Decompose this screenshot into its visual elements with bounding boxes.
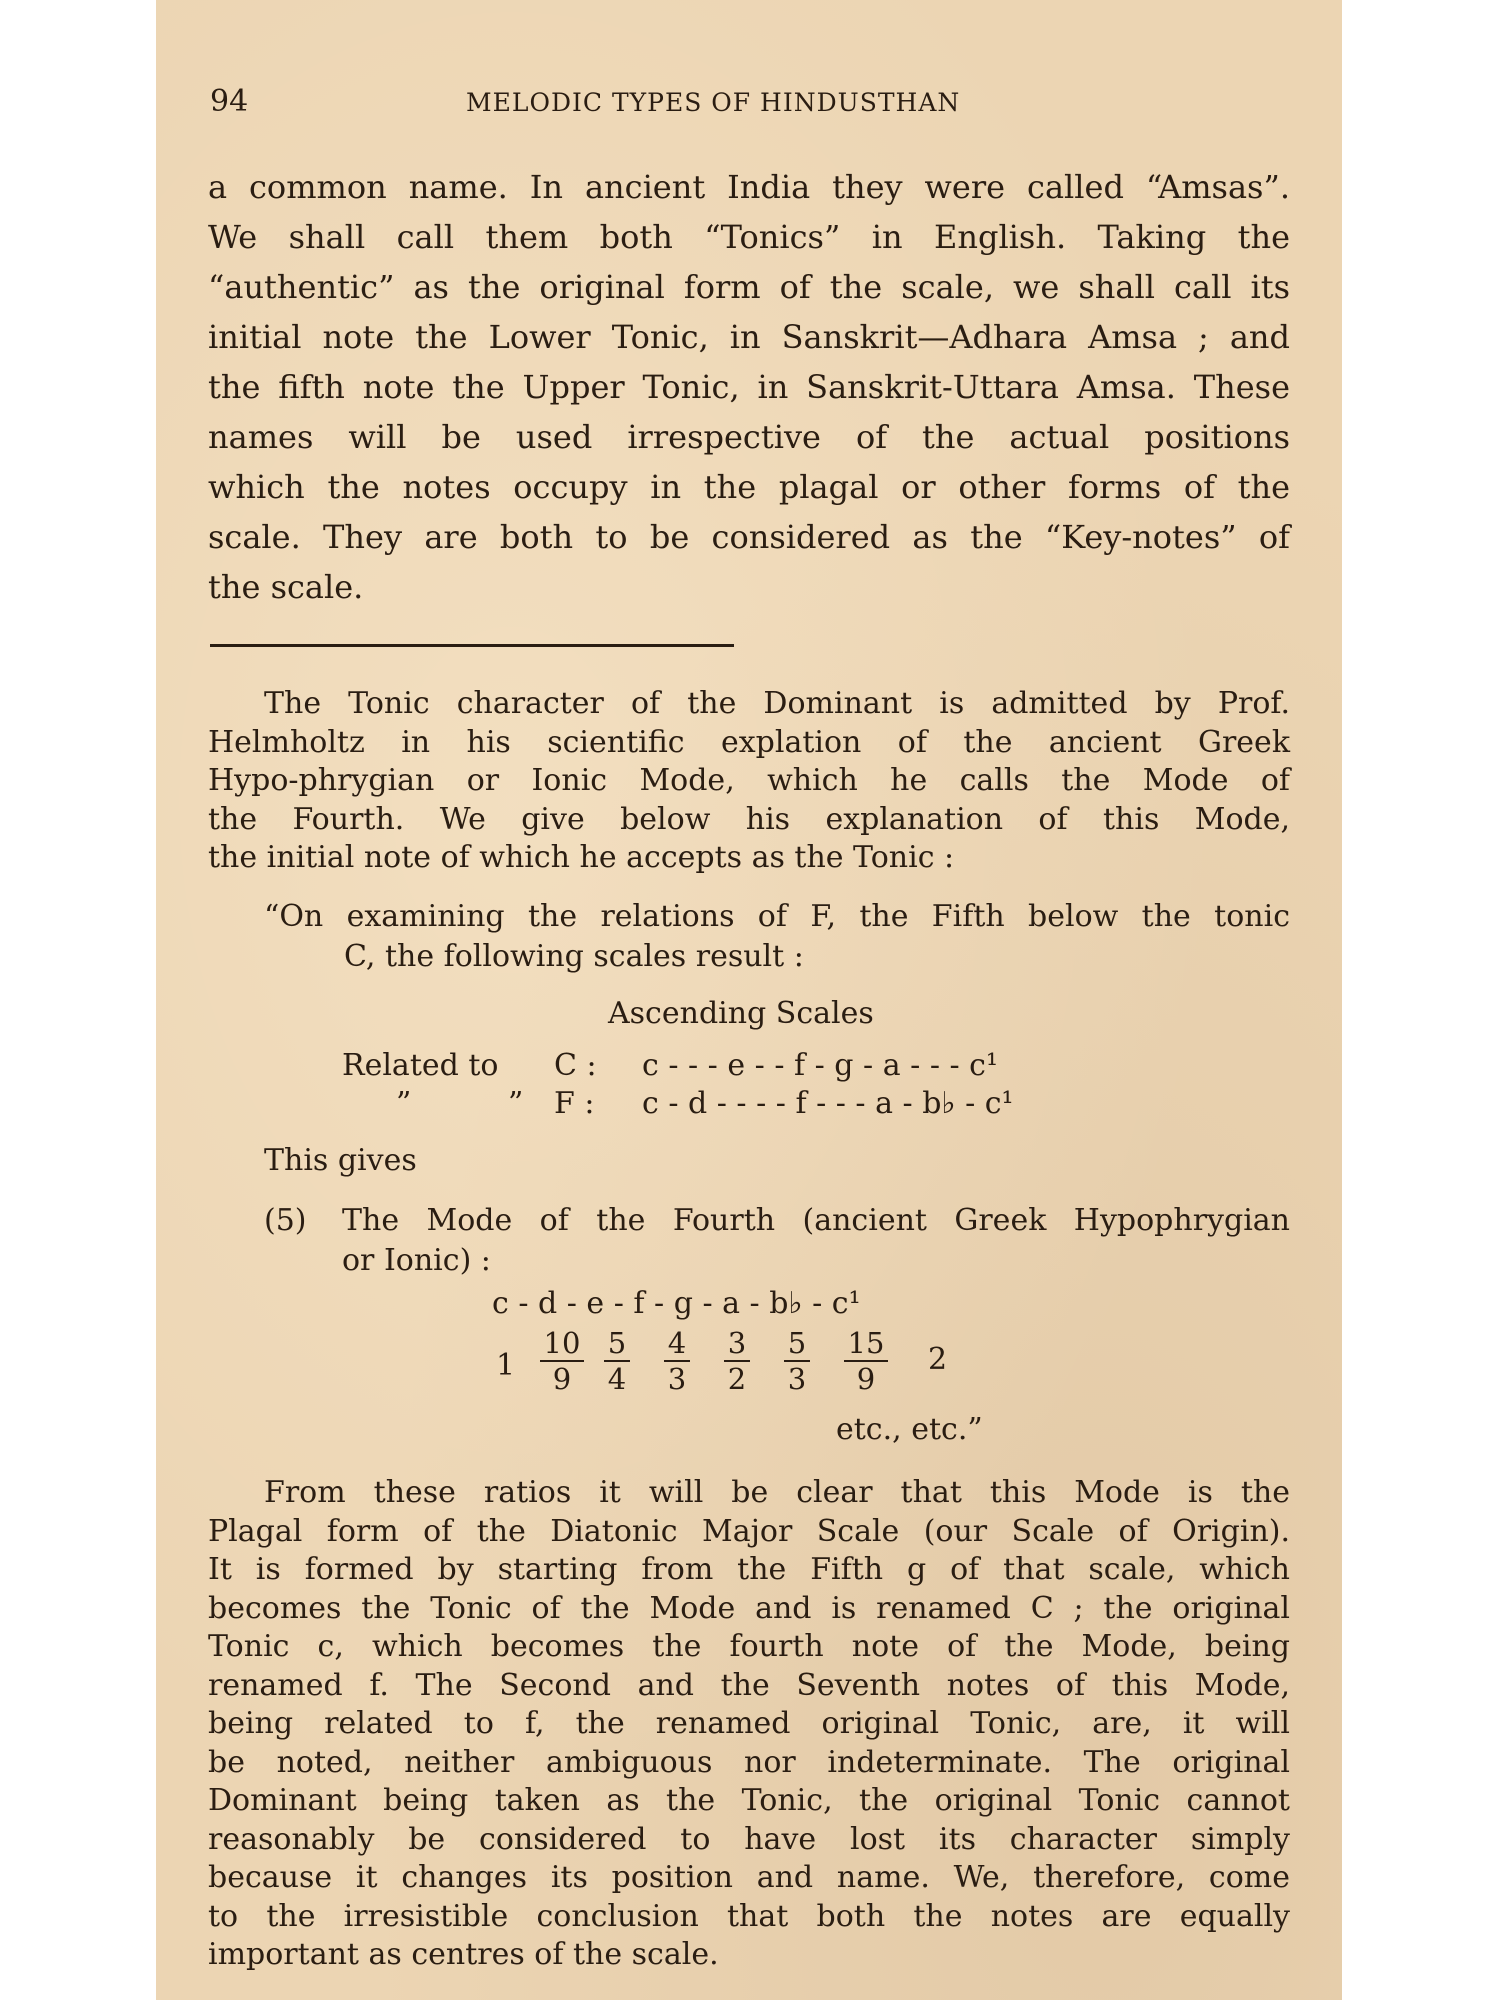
ratio-numerator: 3 (727, 1326, 747, 1360)
quotation-opening (264, 897, 1290, 977)
text-line: because it changes its position and name. We, therefore, come (208, 1860, 1290, 1895)
text-line: being related to f, the renamed original Tonic, are, it will (208, 1706, 1290, 1741)
this-gives-text: This gives (264, 1143, 417, 1178)
text-line: scale. They are both to be considered as the “Key-notes” of (208, 518, 1290, 556)
text-line: renamed f. The Second and the Seventh notes of this Mode, (208, 1667, 1290, 1703)
book-page (156, 0, 1342, 2000)
footnote-divider (210, 644, 734, 647)
ratio-numerator: 10 (543, 1326, 581, 1360)
text-line: “On examining the relations of F, the Fifth below the tonic (264, 899, 1290, 934)
scale-notes-f: c - d - - - - f - - - a - b♭ - c¹ (642, 1086, 1014, 1121)
text-line: We shall call them both “Tonics” in English. Taking the (208, 218, 1290, 256)
text-line: to the irresistible conclusion that both the notes are equally (208, 1898, 1290, 1934)
scale-key-c: C : (554, 1048, 597, 1083)
text-line: From these ratios it will be clear that this Mode is the (264, 1475, 1290, 1510)
text-line: a common name. In ancient India they were called “Amsas”. (208, 168, 1290, 206)
ratio-denominator: 3 (784, 1360, 810, 1396)
text-line: reasonably be considered to have lost its character simply (208, 1821, 1290, 1857)
ratio-denominator: 2 (724, 1360, 750, 1396)
text-line: the initial note of which he accepts as the Tonic : (208, 840, 955, 875)
text-line: Hypo-phrygian or Ionic Mode, which he calls the Mode of (208, 763, 1290, 798)
ratio-last: 2 (928, 1342, 948, 1377)
ratio-numerator: 4 (667, 1326, 687, 1360)
ratio-numerator: 5 (607, 1326, 627, 1360)
scales-heading: Ascending Scales (608, 996, 874, 1031)
ratio-fraction (604, 1326, 630, 1396)
text-line: Plagal form of the Diatonic Major Scale (our Scale of Origin). (208, 1513, 1290, 1549)
text-line: The Mode of the Fourth (ancient Greek Hypophrygian (342, 1203, 1290, 1238)
ditto-mark: ” (396, 1086, 412, 1121)
ratio-first: 1 (496, 1348, 516, 1383)
text-line: or Ionic) : (342, 1243, 491, 1278)
mode-notes: c - d - e - f - g - a - b♭ - c¹ (492, 1286, 861, 1321)
ratio-fraction (844, 1326, 888, 1396)
text-line: the scale. (208, 568, 364, 606)
body-paragraph (208, 162, 1290, 612)
text-line: The Tonic character of the Dominant is admitted by Prof. (264, 686, 1290, 721)
etc-text: etc., etc.” (836, 1412, 983, 1447)
text-line: names will be used irrespective of the actual positions (208, 418, 1290, 456)
ratio-denominator: 4 (604, 1360, 630, 1396)
text-line: C, the following scales result : (344, 939, 804, 974)
related-label: Related to (342, 1048, 499, 1083)
footnote-intro (208, 685, 1290, 878)
ratio-fraction (664, 1326, 690, 1396)
ratio-numerator: 15 (847, 1326, 885, 1360)
ratio-denominator: 9 (844, 1360, 888, 1396)
ratio-fraction (540, 1326, 584, 1396)
text-line: becomes the Tonic of the Mode and is renamed C ; the original (208, 1590, 1290, 1626)
text-line: the fifth note the Upper Tonic, in Sanskrit-Uttara Amsa. These (208, 368, 1290, 406)
text-line: initial note the Lower Tonic, in Sanskrit—Adhara Amsa ; and (208, 318, 1290, 356)
ratio-fraction (784, 1326, 810, 1396)
running-title: MELODIC TYPES OF HINDUSTHAN (466, 88, 961, 117)
mode-title (342, 1201, 1290, 1281)
scale-notes-c: c - - - e - - f - g - a - - - c¹ (642, 1048, 998, 1083)
scale-key-f: F : (554, 1086, 595, 1121)
closing-paragraph (208, 1474, 1290, 1975)
ditto-mark: ” (508, 1086, 524, 1121)
text-line: Helmholtz in his scientific explation of the ancient Greek (208, 724, 1290, 760)
text-line: “authentic” as the original form of the scale, we shall call its (208, 268, 1290, 306)
text-line: be noted, neither ambiguous nor indeterminate. The original (208, 1744, 1290, 1780)
ratio-denominator: 9 (540, 1360, 584, 1396)
ratio-denominator: 3 (664, 1360, 690, 1396)
text-line: Dominant being taken as the Tonic, the original Tonic cannot (208, 1783, 1290, 1818)
ratio-fraction (724, 1326, 750, 1396)
text-line: It is formed by starting from the Fifth g of that scale, which (208, 1552, 1290, 1587)
ratio-numerator: 5 (787, 1326, 807, 1360)
text-line: important as centres of the scale. (208, 1937, 719, 1972)
text-line: the Fourth. We give below his explanation of this Mode, (208, 801, 1290, 837)
page-number: 94 (210, 84, 249, 119)
text-line: Tonic c, which becomes the fourth note of the Mode, being (208, 1629, 1290, 1664)
item-number: (5) (264, 1203, 307, 1238)
text-line: which the notes occupy in the plagal or other forms of the (208, 468, 1290, 506)
